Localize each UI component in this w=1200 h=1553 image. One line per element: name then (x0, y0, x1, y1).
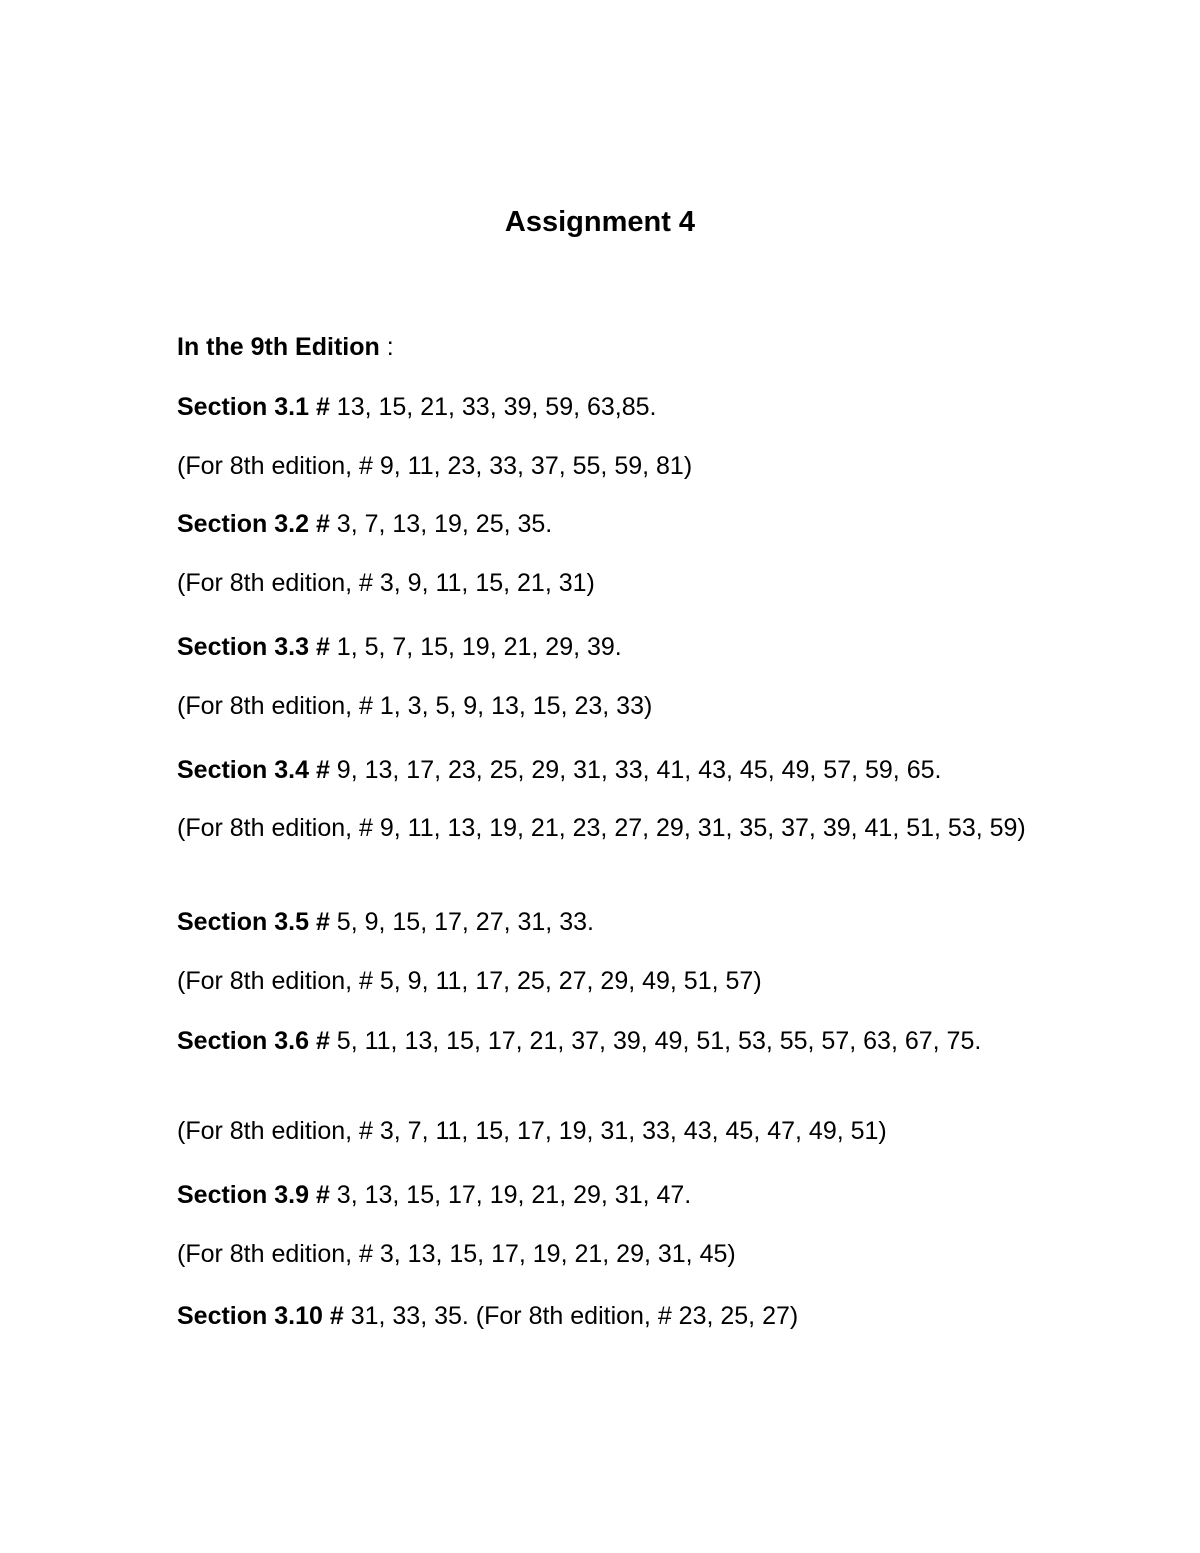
section-3-4-ninth (177, 755, 1037, 786)
problem-list: 31, 33, 35. (For 8th edition, # 23, 25, 27) (343, 1302, 799, 1330)
edition-intro (177, 332, 1037, 363)
section-3-10-ninth (177, 1301, 1037, 1332)
edition-intro-suffix: : (379, 333, 394, 361)
problem-list: 3, 13, 15, 17, 19, 21, 29, 31, 47. (329, 1181, 692, 1209)
page-title: Assignment 4 (504, 206, 696, 238)
section-label: Section 3.4 # (177, 756, 330, 784)
section-3-2-eighth: (For 8th edition, # 3, 9, 11, 15, 21, 31) (177, 569, 595, 597)
section-label: Section 3.3 # (177, 633, 330, 661)
problem-list: 13, 15, 21, 33, 39, 59, 63,85. (329, 393, 657, 421)
section-label: Section 3.1 # (177, 393, 330, 421)
section-3-9-eighth: (For 8th edition, # 3, 13, 15, 17, 19, 21, 29, 31, 45) (177, 1240, 736, 1268)
edition-intro-label: In the 9th Edition (177, 333, 380, 361)
problem-list: 5, 9, 15, 17, 27, 31, 33. (329, 908, 594, 936)
problem-list: 3, 7, 13, 19, 25, 35. (329, 510, 553, 538)
section-3-6-ninth (177, 1026, 1027, 1057)
section-3-4-eighth: (For 8th edition, # 9, 11, 13, 19, 21, 23, 27, 29, 31, 35, 37, 39, 41, 51, 53, 59) (177, 814, 1026, 842)
problem-list: 5, 11, 13, 15, 17, 21, 37, 39, 49, 51, 53, 55, 57, 63, 67, 75. (329, 1027, 982, 1055)
section-3-3-ninth (177, 632, 1037, 663)
section-3-2-ninth (177, 509, 1037, 540)
problem-list: 9, 13, 17, 23, 25, 29, 31, 33, 41, 43, 45, 49, 57, 59, 65. (329, 756, 942, 784)
section-3-5-ninth (177, 907, 1037, 938)
section-3-1-ninth (177, 392, 1037, 423)
section-label: Section 3.5 # (177, 908, 330, 936)
section-label: Section 3.2 # (177, 510, 330, 538)
problem-list: 1, 5, 7, 15, 19, 21, 29, 39. (329, 633, 622, 661)
section-label: Section 3.9 # (177, 1181, 330, 1209)
section-3-3-eighth: (For 8th edition, # 1, 3, 5, 9, 13, 15, 23, 33) (177, 692, 653, 720)
section-3-5-eighth: (For 8th edition, # 5, 9, 11, 17, 25, 27, 29, 49, 51, 57) (177, 967, 762, 995)
section-3-1-eighth: (For 8th edition, # 9, 11, 23, 33, 37, 55, 59, 81) (177, 452, 693, 480)
section-label: Section 3.10 # (177, 1302, 344, 1330)
section-3-6-eighth: (For 8th edition, # 3, 7, 11, 15, 17, 19, 31, 33, 43, 45, 47, 49, 51) (177, 1117, 887, 1145)
section-label: Section 3.6 # (177, 1027, 330, 1055)
section-3-9-ninth (177, 1180, 1037, 1211)
